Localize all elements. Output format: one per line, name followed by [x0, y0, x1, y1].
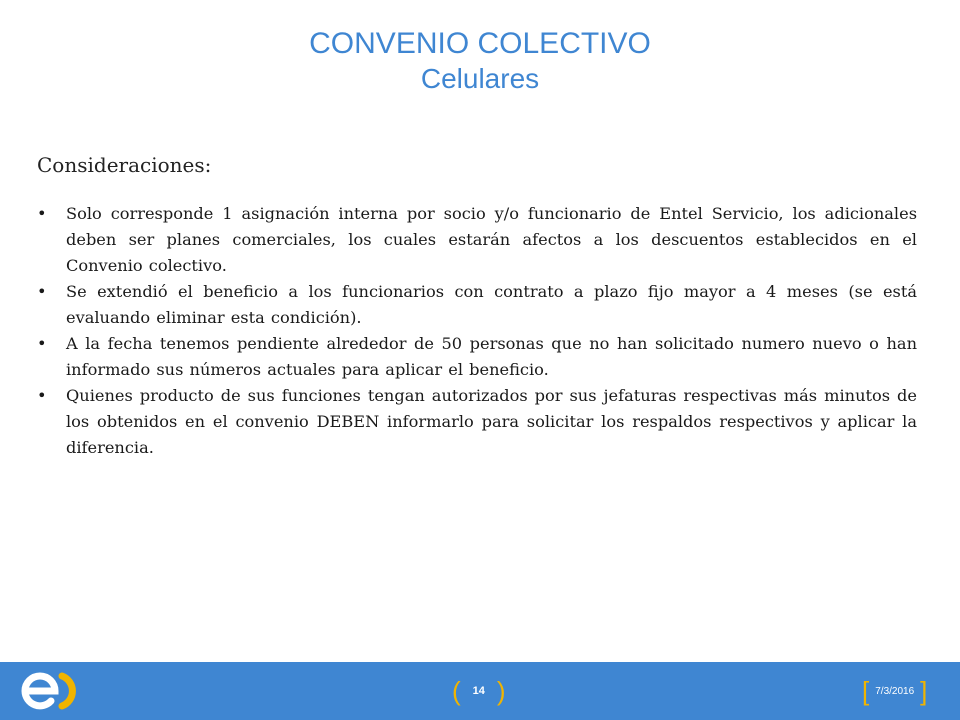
bullet-text: Quienes producto de sus funciones tengan autorizados por sus jefaturas respectivas más minutos de los obtenidos en el convenio DEBEN informarlo para solicitar los respaldos respectivos y aplicar la diferencia. — [66, 386, 917, 457]
bullet-text: Se extendió el beneficio a los funcionarios con contrato a plazo fijo mayor a 4 meses (se está evaluando eliminar esta condición). — [66, 282, 917, 327]
footer-band — [0, 662, 960, 720]
bullet-list — [37, 201, 917, 461]
slide-subtitle: Celulares — [420, 63, 540, 94]
bullet-icon: • — [37, 386, 47, 405]
bullet-item — [37, 201, 917, 279]
bullet-text: A la fecha tenemos pendiente alrededor de 50 personas que no han solicitado numero nuevo o han informado sus números actuales para aplicar el beneficio. — [66, 334, 917, 379]
bullet-icon: • — [37, 204, 47, 223]
date-bracket-left: [ — [862, 676, 870, 706]
bullet-item — [37, 383, 917, 461]
bullet-text: Solo corresponde 1 asignación interna por socio y/o funcionario de Entel Servicio, los adicionales deben ser planes comerciales, los cuales estarán afectos a los descuentos establecidos en el Convenio colectivo. — [66, 204, 917, 275]
section-heading: Consideraciones: — [37, 153, 212, 177]
slide-title-block — [0, 26, 960, 96]
page-bracket-right: ) — [496, 676, 506, 706]
bullet-item — [37, 279, 917, 331]
bullet-item — [37, 331, 917, 383]
date-bracket-right: ] — [920, 676, 928, 706]
bullet-icon: • — [37, 334, 47, 353]
page-number: 14 — [472, 685, 485, 697]
date-group — [862, 674, 927, 708]
page-number-group — [452, 674, 506, 708]
page-bracket-left: ( — [452, 676, 461, 706]
entel-logo-icon — [14, 666, 84, 716]
slide-date: 7/3/2016 — [875, 685, 915, 697]
slide-title: CONVENIO COLECTIVO — [309, 27, 651, 60]
bullet-icon: • — [37, 282, 47, 301]
